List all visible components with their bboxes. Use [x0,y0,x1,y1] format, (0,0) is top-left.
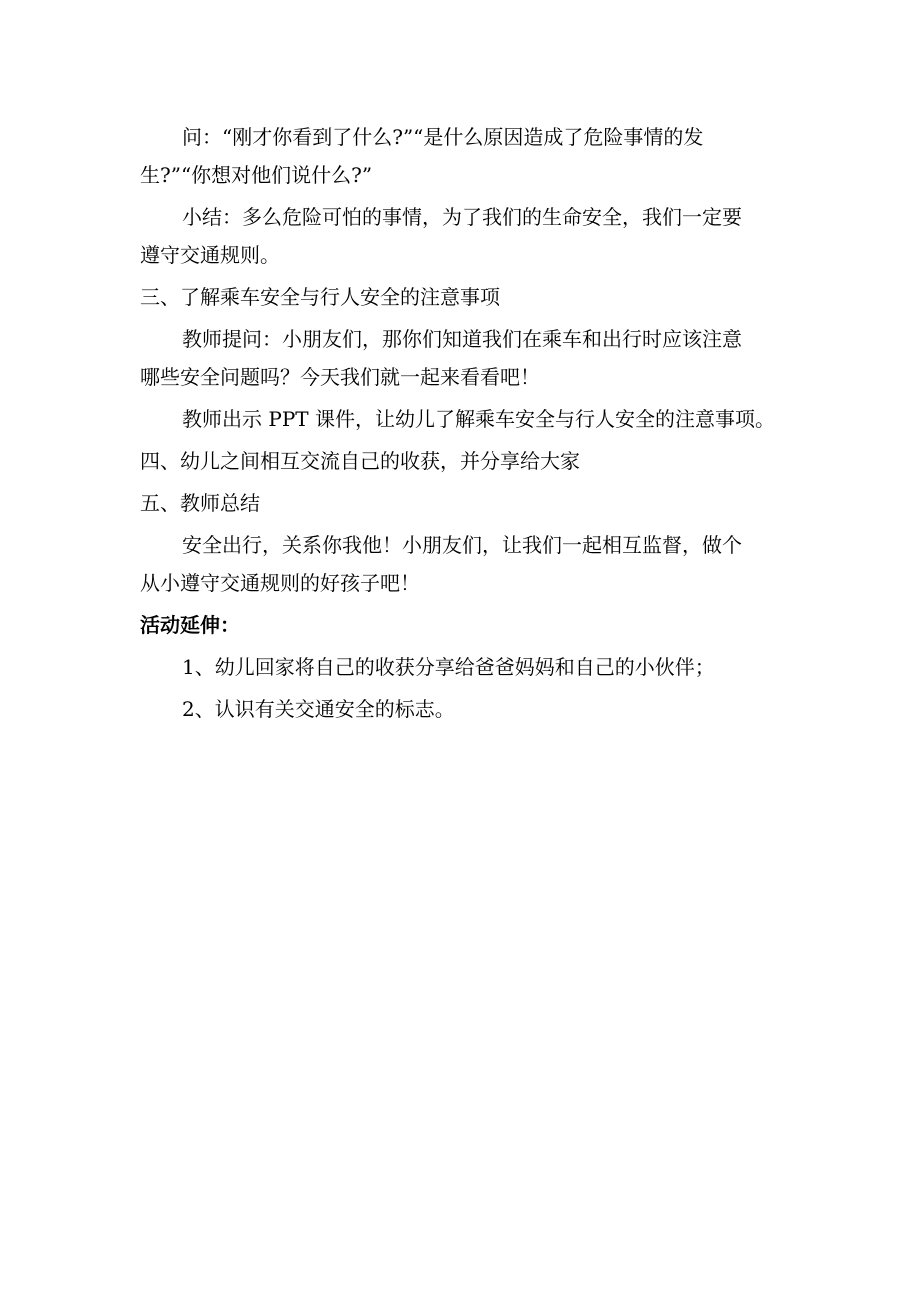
section-heading-5: 五、教师总结 [140,491,260,515]
extension-item-2: 2、认识有关交通安全的标志。 [182,697,455,721]
question-line-1: 问：“刚才你看到了什么?”“是什么原因造成了危险事情的发 [182,125,704,149]
conclusion-line-1: 安全出行，关系你我他！小朋友们，让我们一起相互监督，做个 [182,533,742,557]
section-heading-4: 四、幼儿之间相互交流自己的收获，并分享给大家 [140,449,580,473]
question-line-2: 生?”“你想对他们说什么?” [140,163,373,187]
teacher-question-line-1: 教师提问：小朋友们，那你们知道我们在乘车和出行时应该注意 [182,327,742,351]
section-heading-3: 三、了解乘车安全与行人安全的注意事项 [140,285,500,309]
extension-item-1: 1、幼儿回家将自己的收获分享给爸爸妈妈和自己的小伙伴； [182,655,715,679]
teacher-ppt-line: 教师出示 PPT 课件，让幼儿了解乘车安全与行人安全的注意事项。 [182,407,775,431]
teacher-question-line-2: 哪些安全问题吗？今天我们就一起来看看吧！ [140,365,540,389]
summary-line-2: 遵守交通规则。 [140,243,280,267]
conclusion-line-2: 从小遵守交通规则的好孩子吧！ [140,571,420,595]
extension-heading: 活动延伸： [140,613,240,637]
document-body [140,118,800,728]
summary-line-1: 小结：多么危险可怕的事情，为了我们的生命安全，我们一定要 [182,205,742,229]
